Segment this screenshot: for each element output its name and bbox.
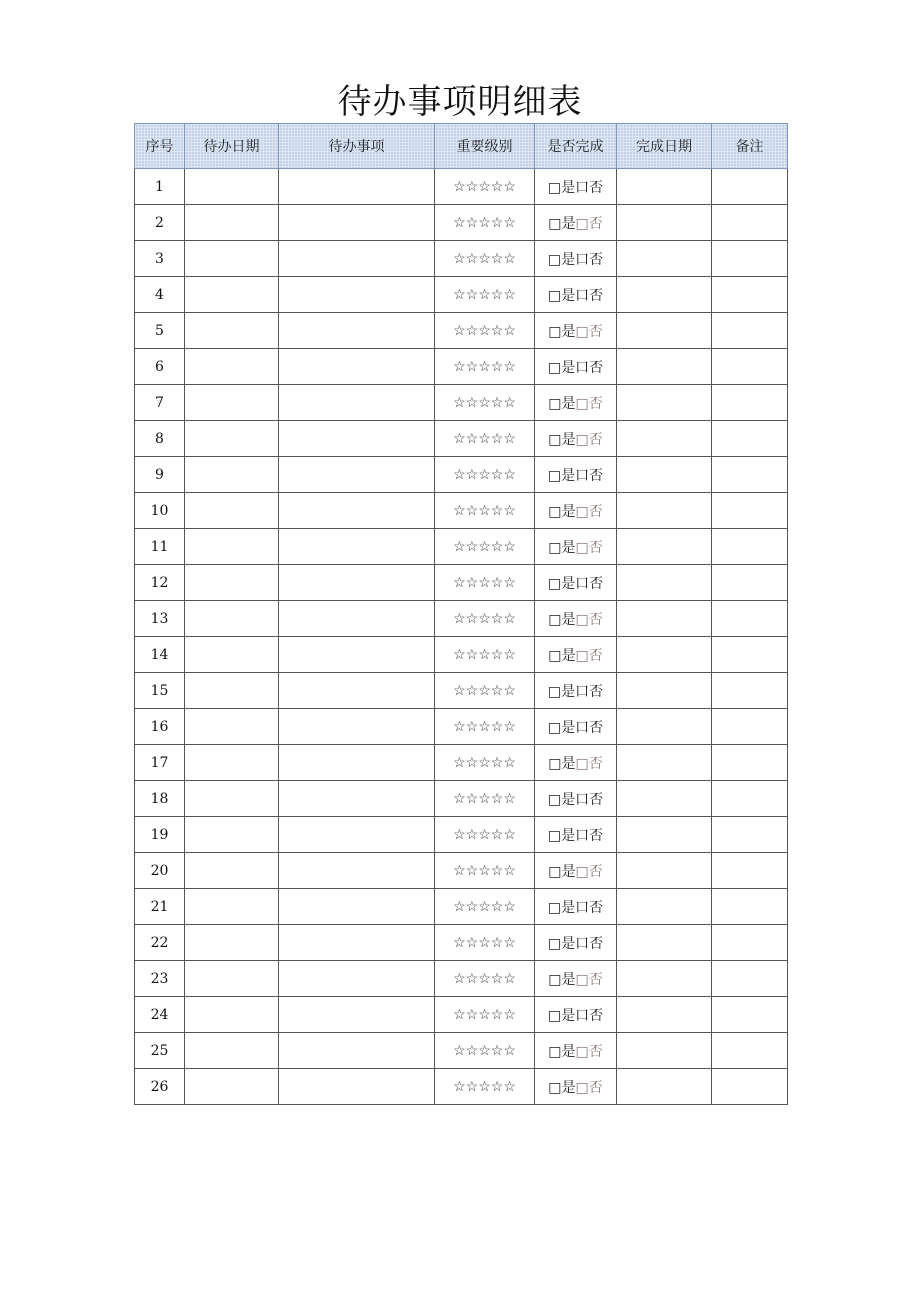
todo-date-cell[interactable] [185,313,279,349]
header-remarks: 备注 [712,124,788,169]
todo-date-cell[interactable] [185,385,279,421]
yes-checkbox[interactable]: □是 [547,467,576,484]
table-row [135,529,788,565]
header-priority: 重要级别 [435,124,535,169]
header-row [135,124,788,169]
completed-options [535,169,617,205]
todo-date-cell[interactable] [185,349,279,385]
remarks-cell[interactable] [712,421,788,457]
table-row [135,853,788,889]
priority-stars[interactable]: ☆☆☆☆☆ [435,565,535,601]
table-row [135,961,788,997]
table-row [135,205,788,241]
todo-item-cell[interactable] [279,565,435,601]
completion-date-cell[interactable] [617,601,712,637]
yes-checkbox[interactable]: □是 [547,287,576,304]
remarks-cell[interactable] [712,349,788,385]
todo-date-cell[interactable] [185,781,279,817]
todo-item-cell[interactable] [279,781,435,817]
completion-date-cell[interactable] [617,349,712,385]
yes-checkbox[interactable]: □是 [547,359,576,376]
row-index: 25 [135,1033,185,1069]
row-index: 24 [135,997,185,1033]
remarks-cell[interactable] [712,889,788,925]
row-index: 21 [135,889,185,925]
completion-date-cell[interactable] [617,781,712,817]
completed-options [535,925,617,961]
row-index: 17 [135,745,185,781]
no-checkbox[interactable]: □否 [575,863,603,880]
todo-date-cell[interactable] [185,493,279,529]
todo-date-cell[interactable] [185,529,279,565]
todo-item-cell[interactable] [279,529,435,565]
yes-checkbox[interactable]: □是 [548,1079,576,1096]
yes-checkbox[interactable]: □是 [547,575,576,592]
completion-date-cell[interactable] [617,169,712,205]
completed-options [535,313,617,349]
todo-date-cell[interactable] [185,637,279,673]
todo-item-cell[interactable] [279,421,435,457]
remarks-cell[interactable] [712,205,788,241]
completion-date-cell[interactable] [617,925,712,961]
remarks-cell[interactable] [712,925,788,961]
no-checkbox[interactable]: □否 [575,503,603,520]
no-checkbox[interactable]: □否 [575,1043,603,1060]
priority-stars[interactable]: ☆☆☆☆☆ [435,961,535,997]
row-index: 10 [135,493,185,529]
no-checkbox[interactable]: □否 [575,395,603,412]
todo-item-cell[interactable] [279,349,435,385]
page-title: 待办事项明细表 [337,82,583,122]
row-index: 16 [135,709,185,745]
row-index: 18 [135,781,185,817]
todo-item-cell[interactable] [279,601,435,637]
completed-options [535,457,617,493]
priority-stars[interactable]: ☆☆☆☆☆ [435,1033,535,1069]
todo-date-cell[interactable] [185,673,279,709]
todo-date-cell[interactable] [185,889,279,925]
completed-options [535,889,617,925]
remarks-cell[interactable] [712,673,788,709]
row-index: 2 [135,205,185,241]
remarks-cell[interactable] [712,997,788,1033]
yes-checkbox[interactable]: □是 [548,971,576,988]
todo-item-cell[interactable] [279,169,435,205]
todo-item-cell[interactable] [279,925,435,961]
completed-options [535,1033,617,1069]
remarks-cell[interactable] [712,277,788,313]
remarks-cell[interactable] [712,853,788,889]
table-row [135,997,788,1033]
yes-checkbox[interactable]: □是 [548,215,576,232]
priority-stars[interactable]: ☆☆☆☆☆ [435,1069,535,1105]
row-index: 5 [135,313,185,349]
remarks-cell[interactable] [712,781,788,817]
remarks-cell[interactable] [712,709,788,745]
todo-item-cell[interactable] [279,241,435,277]
row-index: 13 [135,601,185,637]
completed-options [535,385,617,421]
completion-date-cell[interactable] [617,385,712,421]
no-checkbox[interactable]: □否 [575,755,603,772]
table-row [135,1033,788,1069]
no-checkbox[interactable]: □否 [575,1079,603,1096]
priority-stars[interactable]: ☆☆☆☆☆ [435,673,535,709]
completed-options [535,493,617,529]
completed-options [535,673,617,709]
header-todo-date: 待办日期 [185,124,279,169]
no-checkbox[interactable]: 口否 [575,935,604,952]
todo-item-cell[interactable] [279,637,435,673]
row-index: 23 [135,961,185,997]
remarks-cell[interactable] [712,385,788,421]
completed-options [535,961,617,997]
todo-item-cell[interactable] [279,1033,435,1069]
yes-checkbox[interactable]: □是 [548,755,576,772]
completed-options [535,349,617,385]
priority-stars[interactable]: ☆☆☆☆☆ [435,529,535,565]
remarks-cell[interactable] [712,313,788,349]
todo-date-cell[interactable] [185,817,279,853]
table-row [135,709,788,745]
completion-date-cell[interactable] [617,565,712,601]
header-completion-date: 完成日期 [617,124,712,169]
completed-options [535,241,617,277]
completion-date-cell[interactable] [617,457,712,493]
completion-date-cell[interactable] [617,889,712,925]
remarks-cell[interactable] [712,961,788,997]
completed-options [535,997,617,1033]
header-index: 序号 [135,124,185,169]
yes-checkbox[interactable]: □是 [548,503,576,520]
row-index: 8 [135,421,185,457]
todo-item-cell[interactable] [279,997,435,1033]
completion-date-cell[interactable] [617,817,712,853]
completed-options [535,817,617,853]
todo-item-cell[interactable] [279,277,435,313]
table-row [135,241,788,277]
no-checkbox[interactable]: 口否 [575,683,604,700]
table-row [135,925,788,961]
todo-date-cell[interactable] [185,1069,279,1105]
priority-stars[interactable]: ☆☆☆☆☆ [435,637,535,673]
completion-date-cell[interactable] [617,961,712,997]
no-checkbox[interactable]: □否 [575,647,603,664]
completed-options [535,421,617,457]
no-checkbox[interactable]: 口否 [575,827,604,844]
priority-stars[interactable]: ☆☆☆☆☆ [435,601,535,637]
completion-date-cell[interactable] [617,1069,712,1105]
completed-options [535,601,617,637]
no-checkbox[interactable]: □否 [575,539,603,556]
remarks-cell[interactable] [712,1033,788,1069]
todo-date-cell[interactable] [185,709,279,745]
completion-date-cell[interactable] [617,205,712,241]
todo-date-cell[interactable] [185,961,279,997]
priority-stars[interactable]: ☆☆☆☆☆ [435,925,535,961]
remarks-cell[interactable] [712,529,788,565]
yes-checkbox[interactable]: □是 [548,1043,576,1060]
priority-stars[interactable]: ☆☆☆☆☆ [435,997,535,1033]
yes-checkbox[interactable]: □是 [547,179,576,196]
completed-options [535,709,617,745]
todo-item-cell[interactable] [279,709,435,745]
row-index: 12 [135,565,185,601]
todo-date-cell[interactable] [185,421,279,457]
completion-date-cell[interactable] [617,709,712,745]
yes-checkbox[interactable]: □是 [547,827,576,844]
todo-item-cell[interactable] [279,205,435,241]
row-index: 1 [135,169,185,205]
table-row [135,1069,788,1105]
priority-stars[interactable]: ☆☆☆☆☆ [435,313,535,349]
priority-stars[interactable]: ☆☆☆☆☆ [435,277,535,313]
completed-options [535,205,617,241]
completion-date-cell[interactable] [617,493,712,529]
completed-options [535,637,617,673]
todo-date-cell[interactable] [185,241,279,277]
yes-checkbox[interactable]: □是 [548,395,576,412]
todo-date-cell[interactable] [185,925,279,961]
row-index: 20 [135,853,185,889]
todo-item-cell[interactable] [279,385,435,421]
todo-date-cell[interactable] [185,997,279,1033]
completed-options [535,529,617,565]
todo-item-cell[interactable] [279,1069,435,1105]
table-row [135,169,788,205]
completed-options [535,745,617,781]
completed-options [535,277,617,313]
todo-date-cell[interactable] [185,1033,279,1069]
no-checkbox[interactable]: □否 [575,215,603,232]
todo-date-cell[interactable] [185,457,279,493]
no-checkbox[interactable]: □否 [575,611,603,628]
priority-stars[interactable]: ☆☆☆☆☆ [435,889,535,925]
no-checkbox[interactable]: 口否 [575,791,604,808]
table-row [135,565,788,601]
remarks-cell[interactable] [712,169,788,205]
no-checkbox[interactable]: □否 [575,431,603,448]
row-index: 3 [135,241,185,277]
no-checkbox[interactable]: 口否 [575,287,604,304]
remarks-cell[interactable] [712,601,788,637]
table-row [135,421,788,457]
no-checkbox[interactable]: 口否 [575,575,604,592]
row-index: 26 [135,1069,185,1105]
todo-date-cell[interactable] [185,565,279,601]
priority-stars[interactable]: ☆☆☆☆☆ [435,817,535,853]
table-row [135,493,788,529]
row-index: 7 [135,385,185,421]
todo-item-cell[interactable] [279,853,435,889]
priority-stars[interactable]: ☆☆☆☆☆ [435,205,535,241]
yes-checkbox[interactable]: □是 [548,647,576,664]
priority-stars[interactable]: ☆☆☆☆☆ [435,241,535,277]
no-checkbox[interactable]: 口否 [575,467,604,484]
completion-date-cell[interactable] [617,313,712,349]
table-row [135,385,788,421]
row-index: 4 [135,277,185,313]
priority-stars[interactable]: ☆☆☆☆☆ [435,781,535,817]
remarks-cell[interactable] [712,457,788,493]
yes-checkbox[interactable]: □是 [547,899,576,916]
priority-stars[interactable]: ☆☆☆☆☆ [435,169,535,205]
table-row [135,457,788,493]
row-index: 11 [135,529,185,565]
todo-item-cell[interactable] [279,745,435,781]
table-row [135,349,788,385]
todo-date-cell[interactable] [185,745,279,781]
todo-item-cell[interactable] [279,457,435,493]
yes-checkbox[interactable]: □是 [548,431,576,448]
no-checkbox[interactable]: 口否 [575,719,604,736]
remarks-cell[interactable] [712,1069,788,1105]
yes-checkbox[interactable]: □是 [548,323,576,340]
yes-checkbox[interactable]: □是 [548,863,576,880]
completion-date-cell[interactable] [617,1033,712,1069]
yes-checkbox[interactable]: □是 [547,683,576,700]
no-checkbox[interactable]: □否 [575,971,603,988]
todo-date-cell[interactable] [185,853,279,889]
yes-checkbox[interactable]: □是 [548,611,576,628]
table-row [135,673,788,709]
todo-date-cell[interactable] [185,169,279,205]
no-checkbox[interactable]: 口否 [575,899,604,916]
completed-options [535,853,617,889]
row-index: 22 [135,925,185,961]
priority-stars[interactable]: ☆☆☆☆☆ [435,745,535,781]
todo-date-cell[interactable] [185,601,279,637]
yes-checkbox[interactable]: □是 [548,539,576,556]
completion-date-cell[interactable] [617,529,712,565]
header-todo-item: 待办事项 [279,124,435,169]
priority-stars[interactable]: ☆☆☆☆☆ [435,709,535,745]
no-checkbox[interactable]: 口否 [575,251,604,268]
todo-item-cell[interactable] [279,493,435,529]
yes-checkbox[interactable]: □是 [547,935,576,952]
todo-item-cell[interactable] [279,673,435,709]
completion-date-cell[interactable] [617,673,712,709]
row-index: 14 [135,637,185,673]
completion-date-cell[interactable] [617,745,712,781]
priority-stars[interactable]: ☆☆☆☆☆ [435,421,535,457]
yes-checkbox[interactable]: □是 [547,791,576,808]
row-index: 9 [135,457,185,493]
table-row [135,745,788,781]
todo-table [134,123,788,1105]
table-row [135,601,788,637]
table-row [135,313,788,349]
table-row [135,637,788,673]
todo-date-cell[interactable] [185,277,279,313]
completion-date-cell[interactable] [617,637,712,673]
header-completed: 是否完成 [535,124,617,169]
completed-options [535,1069,617,1105]
table-row [135,781,788,817]
completed-options [535,565,617,601]
no-checkbox[interactable]: 口否 [575,359,604,376]
no-checkbox[interactable]: 口否 [575,1007,604,1024]
todo-date-cell[interactable] [185,205,279,241]
row-index: 19 [135,817,185,853]
priority-stars[interactable]: ☆☆☆☆☆ [435,349,535,385]
remarks-cell[interactable] [712,493,788,529]
table-row [135,277,788,313]
completion-date-cell[interactable] [617,241,712,277]
remarks-cell[interactable] [712,817,788,853]
remarks-cell[interactable] [712,745,788,781]
priority-stars[interactable]: ☆☆☆☆☆ [435,853,535,889]
completion-date-cell[interactable] [617,421,712,457]
todo-item-cell[interactable] [279,313,435,349]
priority-stars[interactable]: ☆☆☆☆☆ [435,457,535,493]
priority-stars[interactable]: ☆☆☆☆☆ [435,493,535,529]
priority-stars[interactable]: ☆☆☆☆☆ [435,385,535,421]
no-checkbox[interactable]: 口否 [575,179,604,196]
todo-item-cell[interactable] [279,817,435,853]
completed-options [535,781,617,817]
completion-date-cell[interactable] [617,277,712,313]
remarks-cell[interactable] [712,565,788,601]
completion-date-cell[interactable] [617,853,712,889]
table-row [135,889,788,925]
completion-date-cell[interactable] [617,997,712,1033]
no-checkbox[interactable]: □否 [575,323,603,340]
todo-item-cell[interactable] [279,889,435,925]
row-index: 6 [135,349,185,385]
yes-checkbox[interactable]: □是 [547,251,576,268]
table-row [135,817,788,853]
yes-checkbox[interactable]: □是 [547,1007,576,1024]
row-index: 15 [135,673,185,709]
remarks-cell[interactable] [712,637,788,673]
yes-checkbox[interactable]: □是 [547,719,576,736]
todo-item-cell[interactable] [279,961,435,997]
remarks-cell[interactable] [712,241,788,277]
